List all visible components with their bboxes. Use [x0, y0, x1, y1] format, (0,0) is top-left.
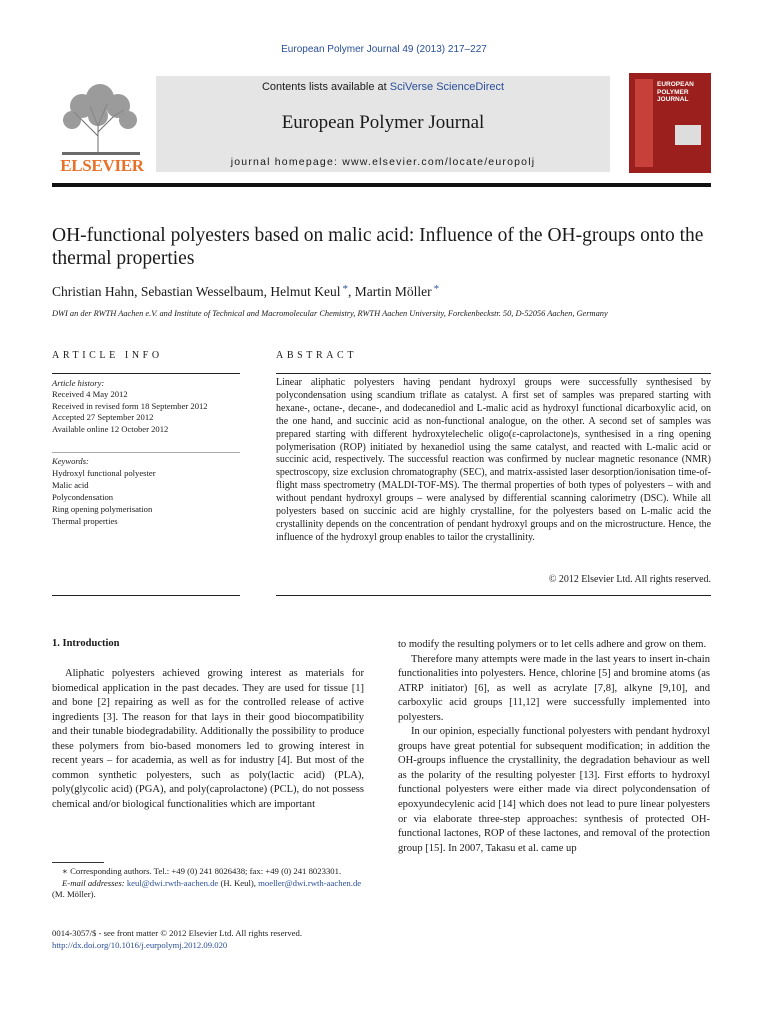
keywords-label: Keywords: [52, 456, 89, 466]
body-paragraph: Therefore many attempts were made in the last years to insert in-chain functionalities into polyesters. Hence, chlorine [5] and bromine atoms (as ATRP initiator) [6], as well as acrylate [7,8], alkyne [9,10], and carboxylic acid groups [11,12] were successfully implemented into polyesters. [398, 653, 710, 723]
author-names: Christian Hahn, Sebastian Wesselbaum, Helmut Keul [52, 284, 341, 299]
footnotes [52, 866, 364, 901]
abstract-bottom-rule [276, 595, 711, 596]
author-star-moeller[interactable]: * [433, 283, 440, 295]
cover-title: EUROPEAN POLYMER JOURNAL [657, 81, 694, 103]
abstract-label: ABSTRACT [276, 350, 358, 361]
journal-reference[interactable]: European Polymer Journal 49 (2013) 217–227 [281, 44, 487, 55]
keyword-item: Ring opening polymerisation [52, 504, 153, 514]
contents-line [156, 81, 610, 93]
contents-prefix: Contents lists available at [261, 81, 390, 93]
footnote-rule [52, 862, 104, 863]
abstract-text: Linear aliphatic polyesters having pendant hydroxyl groups were successfully synthesised by polycondensation using scandium triflate as catalyst. A first set of samples was prepared starting with hexane-, octane-, decane-, and dodecanediol and L-malic acid as hydroxyl functional dicarboxylic acid, on the one hand, and succinic acid as non-functional analogue, on the other. A second set of samples was prepared starting with different hydroxytelechelic oligo(ε-caprolactone)s, synthesised in a ring opening polymerisation (ROP) initiated by hexanediol using the same catalyst, and reacted with L-malic acid or succinic acid, respectively. The successful reaction was confirmed by nuclear magnetic resonance (NMR) spectroscopy, size exclusion chromatography (SEC), and matrix-assisted laser desorption/ionisation time-of-flight mass spectrometry (MALDI-TOF-MS). The thermal properties of both types of polyesters – with and without pendant hydroxyl groups – were analysed by differential scanning calorimetry (DSC). While all polyesters based on succinic acid are highly crystalline, for the polyesters based on L-malic acid the crystallinity depends on the concentration of pendant hydroxyl groups and on the microstructure. Hence, the influence of the hydroxyl group enables to tailor the crystallinity. [276, 377, 711, 543]
body-paragraph: Aliphatic polyesters achieved growing interest as materials for biomedical application in the past decades. They are used for tissue [1] and bone [2] repairing as well as for the controlled release of active ingredients [3]. The reason for that lays in their good biocompatibility and their tunable biodegradability. Additionally the possibility to produce these polymers from bio-based monomers led to growing interest in recent years – for academia, as well as for industry [4]. But most of the common synthetic polyesters, such as poly(lactic acid) (PLA), poly(glycolic acid) (PGA), and poly(caprolactone) (PCL), do not possess chemical and/or biological functionalities which are important [52, 668, 364, 810]
journal-homepage[interactable]: journal homepage: www.elsevier.com/locate/europolj [230, 156, 536, 168]
article-info-bottom-rule [52, 595, 240, 596]
article-history [52, 378, 242, 435]
article-info-label: ARTICLE INFO [52, 350, 163, 361]
affiliation: DWI an der RWTH Aachen e.V. and Institute of Technical and Macromolecular Chemistry, RWTH Aachen University, Forckenbeckstr. 50, D-52056 Aachen, Germany [52, 309, 608, 318]
article-title: OH-functional polyesters based on malic acid: Influence of the OH-groups onto the thermal properties [52, 225, 704, 269]
doi-link[interactable]: http://dx.doi.org/10.1016/j.eurpolymj.2012.09.020 [52, 939, 228, 950]
abstract-copyright: © 2012 Elsevier Ltd. All rights reserved. [548, 574, 711, 585]
history-item: Available online 12 October 2012 [52, 423, 169, 434]
email-name-keul: (H. Keul), [218, 877, 259, 888]
front-matter [52, 928, 382, 951]
authors [52, 283, 712, 300]
corresponding-author-note: ∗ Corresponding authors. Tel.: +49 (0) 241 8026438; fax: +49 (0) 241 8023301. [62, 866, 342, 876]
cover-image [675, 125, 701, 145]
keyword-item: Polycondensation [52, 492, 114, 502]
email-link-moeller[interactable]: moeller@dwi.rwth-aachen.de [258, 877, 362, 888]
journal-cover [629, 73, 711, 173]
cover-band [635, 79, 653, 167]
keyword-item: Malic acid [52, 480, 89, 490]
keyword-item: Hydroxyl functional polyester [52, 468, 156, 478]
history-label: Article history: [52, 378, 105, 388]
abstract-rule [276, 373, 711, 374]
body-paragraph: to modify the resulting polymers or to let cells adhere and grow on them. [398, 639, 707, 650]
email-link-keul[interactable]: keul@dwi.rwth-aachen.de [126, 877, 219, 888]
body-paragraph: In our opinion, especially functional polyesters with pendant hydroxyl groups have great potential for subsequent modification; in addition the OH-groups influence the crystallinity, the degradation behaviour as well as the polarity of the resulting polyester [13]. First efforts to hydroxyl functional polyesters were either made via direct polycondensation of epoxyundecylenic acid [14] which does not lead to pure linear polyesters or via elaborate three-step approaches: synthesis of protected OH-functional lactones, ROP of these lactones, and removal of the protection group [15]. In 2007, Takasu et al. came up [398, 726, 710, 854]
section-heading: 1. Introduction [52, 638, 120, 649]
keyword-item: Thermal properties [52, 516, 118, 526]
email-note [52, 878, 364, 901]
header-rule [52, 183, 711, 187]
article-info-rule [52, 373, 240, 374]
body-right-column [398, 638, 710, 856]
author-star-keul[interactable]: * [342, 283, 348, 295]
history-item: Received in revised form 18 September 2012 [52, 400, 208, 411]
history-item: Accepted 27 September 2012 [52, 412, 154, 423]
publisher-name: ELSEVIER [60, 156, 144, 175]
sciencedirect-link[interactable]: SciVerse ScienceDirect [389, 81, 505, 93]
body-left-column [52, 667, 364, 812]
email-name-moeller: (M. Möller). [52, 889, 96, 900]
author-last: , Martin Möller [348, 284, 432, 299]
journal-title: European Polymer Journal [281, 112, 485, 133]
journal-masthead [156, 76, 610, 172]
history-item: Received 4 May 2012 [52, 389, 128, 400]
elsevier-logo [52, 76, 152, 176]
issn-line: 0014-3057/$ - see front matter © 2012 Elsevier Ltd. All rights reserved. [52, 928, 303, 938]
email-label: E-mail addresses: [62, 877, 127, 888]
keywords [52, 453, 242, 527]
